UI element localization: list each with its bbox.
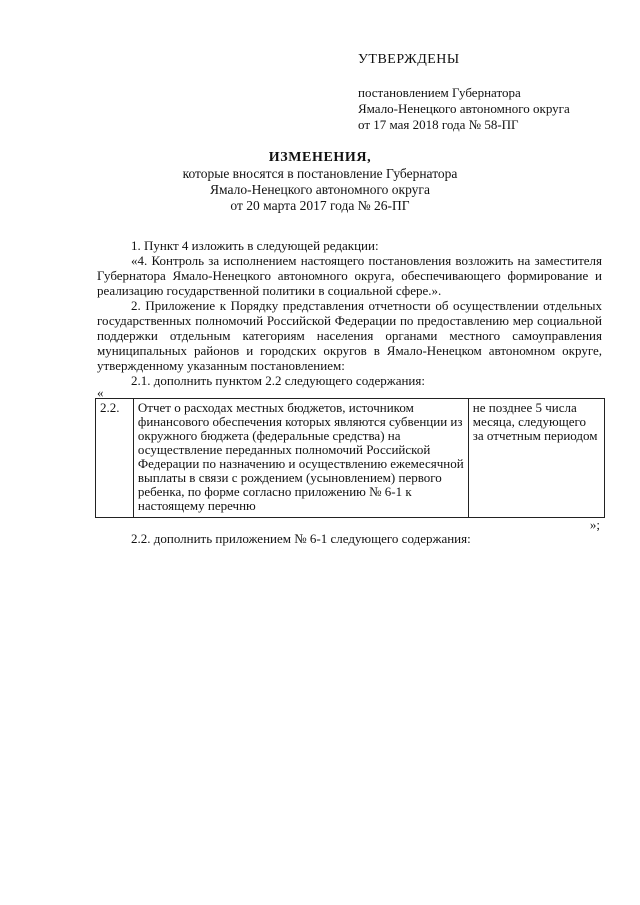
approval-title: УТВЕРЖДЕНЫ: [358, 52, 460, 67]
approval-line-3: от 17 мая 2018 года № 58-ПГ: [358, 117, 519, 132]
row-deadline-cell: не позднее 5 числа месяца, следующего за отчетным периодом: [468, 399, 604, 518]
table-row: [96, 399, 605, 518]
approval-line-1: постановлением Губернатора: [358, 85, 521, 100]
approval-block: [358, 52, 628, 133]
item-1: 1. Пункт 4 изложить в следующей редакции:: [131, 238, 379, 253]
closing-quote: »;: [589, 517, 600, 532]
row-number-cell: 2.2.: [96, 399, 134, 518]
document-title-line-2: Ямало-Ненецкого автономного округа: [210, 182, 430, 197]
row-description-cell: Отчет о расходах местных бюджетов, источником финансового обеспечения которых являются субвенции из окружного бюджета (федеральные средства) на осуществление переданных полномочий Российской Федерации по назначению и осуществлению ежемесячной выплаты в связи с рождением (усыновлением) первого ребенка, по форме согласно приложению № 6-1 к настоящему перечню: [133, 399, 468, 518]
document-title-line-3: от 20 марта 2017 года № 26-ПГ: [230, 198, 410, 213]
item-2-2: 2.2. дополнить приложением № 6-1 следующего содержания:: [131, 531, 471, 546]
item-2-1: 2.1. дополнить пунктом 2.2 следующего содержания:: [131, 373, 425, 388]
reporting-table: [95, 398, 605, 518]
item-1-text: «4. Контроль за исполнением настоящего постановления возложить на заместителя Губернатора Ямало-Ненецкого автономного округа, обеспечивающего формирование и реализацию государственной политики в социальной сфере.».: [97, 253, 602, 298]
approval-line-2: Ямало-Ненецкого автономного округа: [358, 101, 570, 116]
document-body: [97, 238, 602, 546]
document-heading: ИЗМЕНЕНИЯ,: [268, 150, 372, 165]
item-2: 2. Приложение к Порядку представления отчетности об осуществлении отдельных государственных полномочий Российской Федерации по предоставлению мер социальной поддержки отдельным категориям населения органами местного самоуправления муниципальных районов и городских округов в Ямало-Ненецком автономном округе, утвержденному указанным постановлением:: [97, 298, 602, 373]
opening-quote: «: [97, 385, 104, 400]
document-title-line-1: которые вносятся в постановление Губернатора: [182, 166, 458, 181]
document-title: [60, 150, 580, 214]
